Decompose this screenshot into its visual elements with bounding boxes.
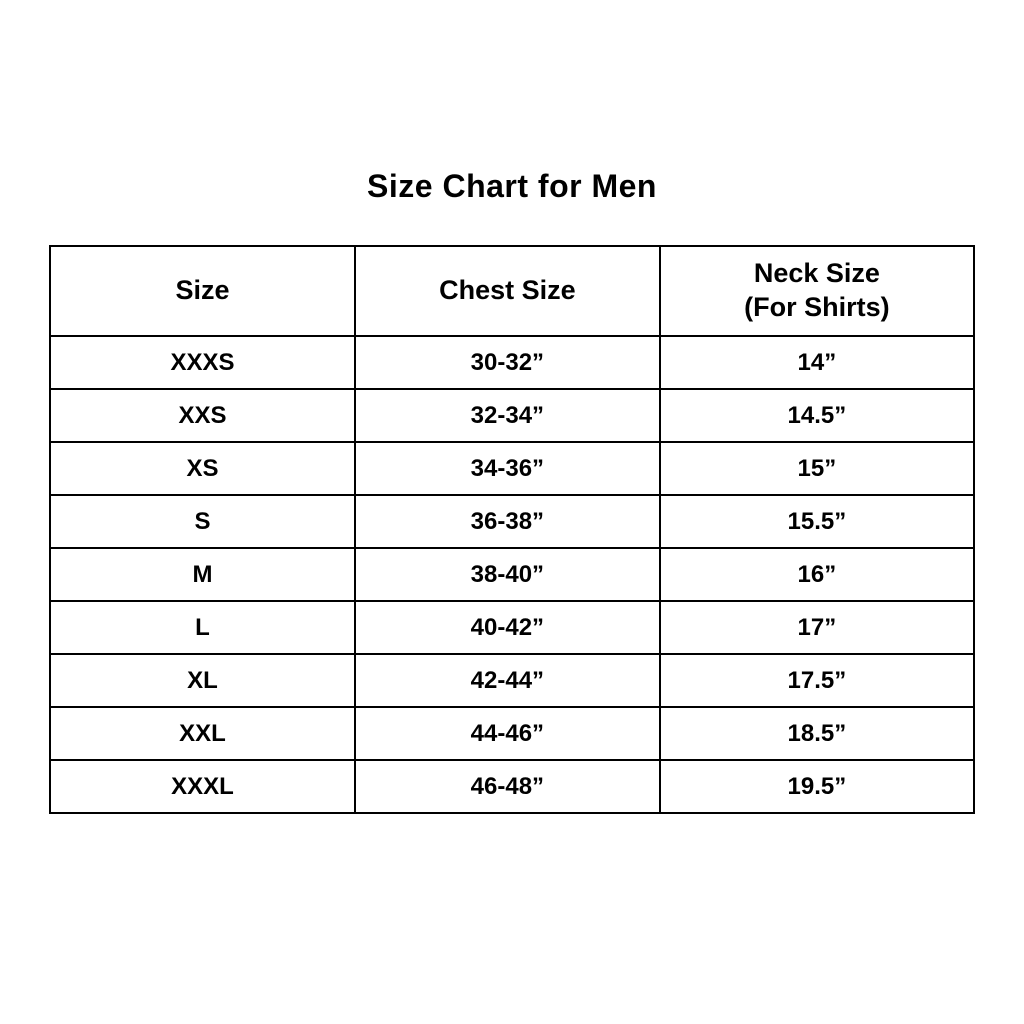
chest-cell: 42-44” — [355, 654, 660, 707]
neck-cell: 14” — [660, 336, 974, 389]
table-row — [50, 389, 974, 442]
chest-cell: 44-46” — [355, 707, 660, 760]
table-row — [50, 654, 974, 707]
table-header-row — [50, 246, 974, 336]
neck-cell: 15.5” — [660, 495, 974, 548]
neck-cell: 18.5” — [660, 707, 974, 760]
size-cell: XXXL — [50, 760, 355, 813]
chest-cell: 34-36” — [355, 442, 660, 495]
table-body — [50, 336, 974, 813]
header-size — [50, 246, 355, 336]
chest-cell: 36-38” — [355, 495, 660, 548]
table-row — [50, 442, 974, 495]
chest-cell: 46-48” — [355, 760, 660, 813]
neck-cell: 16” — [660, 548, 974, 601]
page-title: Size Chart for Men — [367, 168, 657, 204]
table-row — [50, 548, 974, 601]
header-chest-size-label: Chest Size — [439, 275, 576, 306]
size-cell: S — [50, 495, 355, 548]
chest-cell: 32-34” — [355, 389, 660, 442]
size-cell: M — [50, 548, 355, 601]
size-cell: L — [50, 601, 355, 654]
size-cell: XL — [50, 654, 355, 707]
chest-cell: 40-42” — [355, 601, 660, 654]
header-neck-size-sublabel: (For Shirts) — [744, 292, 890, 322]
size-chart-table — [49, 245, 975, 814]
header-size-label: Size — [175, 275, 230, 306]
table-row — [50, 495, 974, 548]
size-cell: XS — [50, 442, 355, 495]
size-cell: XXL — [50, 707, 355, 760]
header-neck-size — [660, 246, 974, 336]
table-row — [50, 760, 974, 813]
table-row — [50, 336, 974, 389]
neck-cell: 19.5” — [660, 760, 974, 813]
neck-cell: 14.5” — [660, 389, 974, 442]
header-neck-size-label: Neck Size — [753, 258, 880, 289]
neck-cell: 15” — [660, 442, 974, 495]
header-chest-size — [355, 246, 660, 336]
chest-cell: 30-32” — [355, 336, 660, 389]
size-cell: XXXS — [50, 336, 355, 389]
chest-cell: 38-40” — [355, 548, 660, 601]
table-row — [50, 601, 974, 654]
size-cell: XXS — [50, 389, 355, 442]
table-row — [50, 707, 974, 760]
neck-cell: 17.5” — [660, 654, 974, 707]
neck-cell: 17” — [660, 601, 974, 654]
